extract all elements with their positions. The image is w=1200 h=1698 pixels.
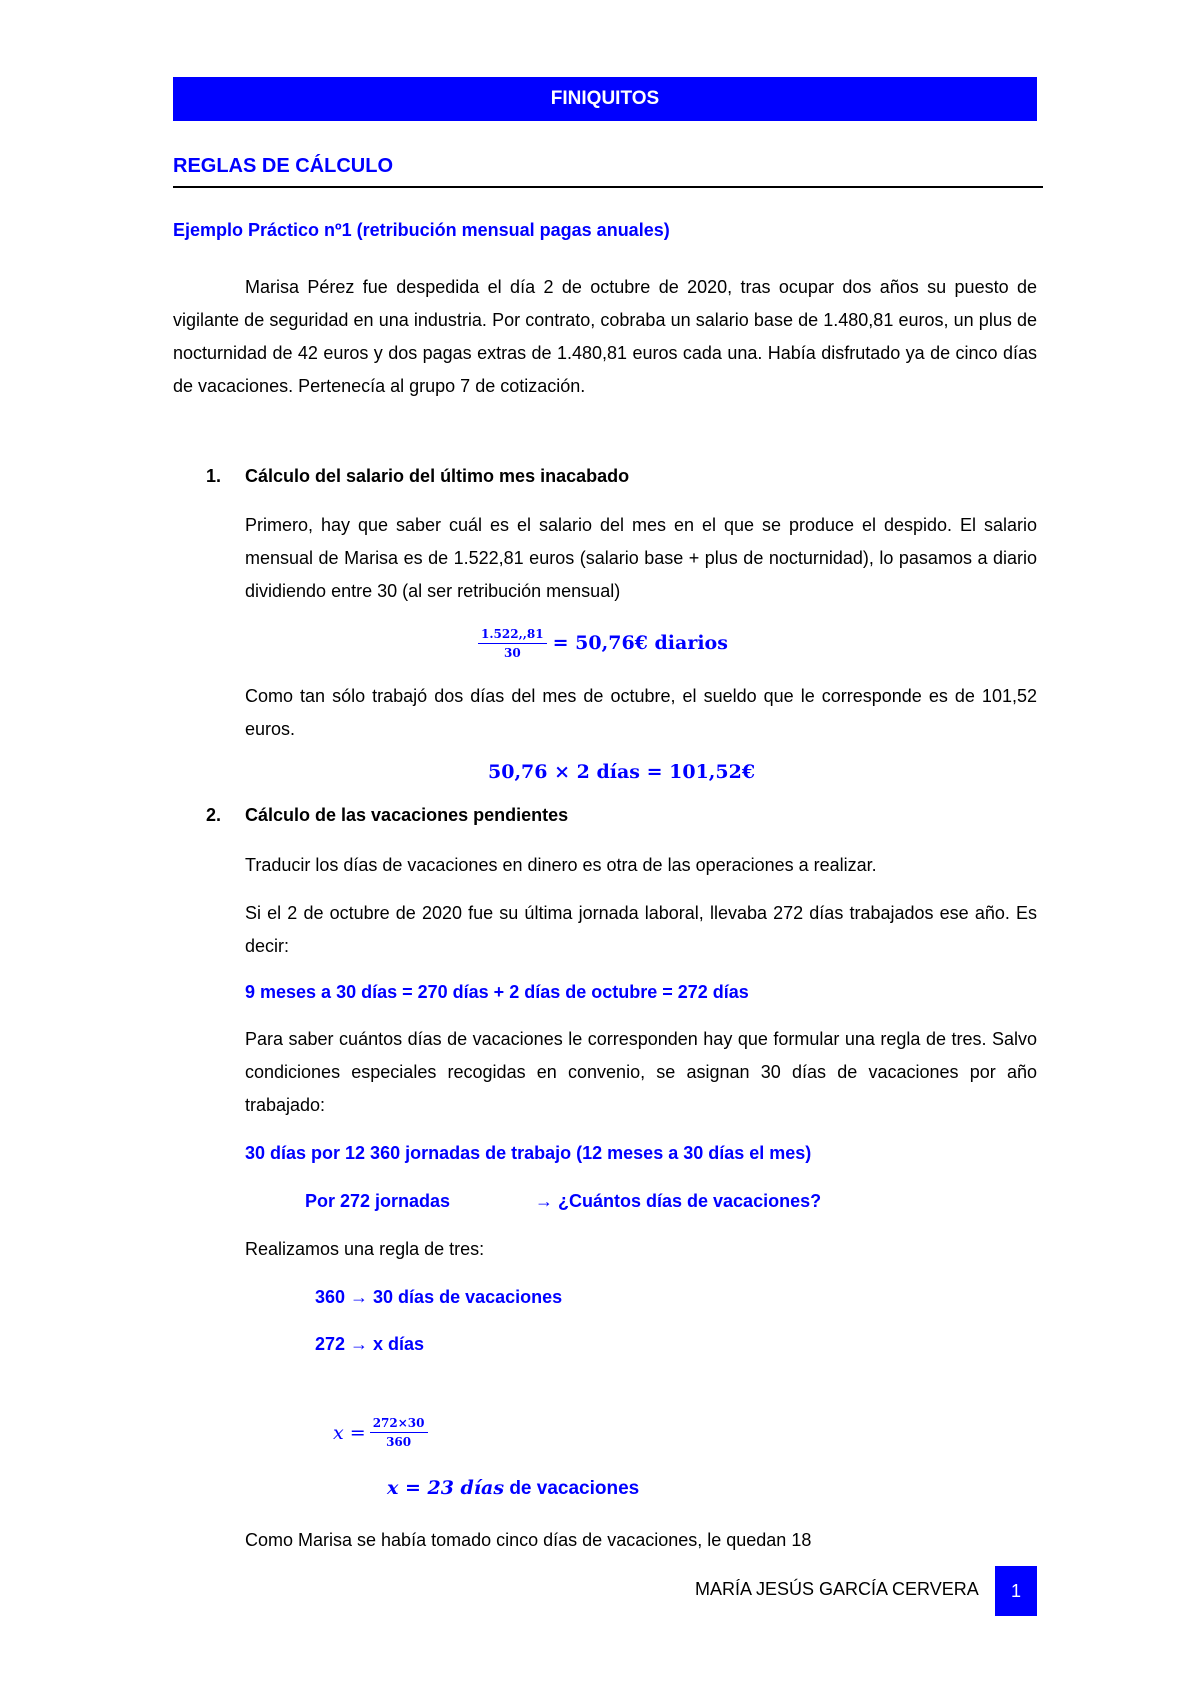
step2-heading: Cálculo de las vacaciones pendientes: [245, 805, 569, 825]
footer-author: MARÍA JESÚS GARCÍA CERVERA: [695, 1579, 979, 1599]
intro-paragraph: Marisa Pérez fue despedida el día 2 de octubre de 2020, tras ocupar dos años su puesto de vigilante de seguridad en una industria. Por contrato, cobraba un salario base de 1.480,81 euros, un plus de nocturnidad de 42 euros y dos pagas extras de 1.480,81 euros cada una. Había disfrutado ya de cinco días de vacaciones. Pertenecía al grupo 7 de cotización.: [173, 277, 1037, 396]
step1-paragraph-1: Primero, hay que saber cuál es el salario del mes en el que se produce el despido. El salario mensual de Marisa es de 1.522,81 euros (salario base + plus de nocturnidad), lo pasamos a diario dividiendo entre 30 (al ser retribución mensual): [245, 515, 1037, 601]
daily-salary-result: = 50,76€ diarios: [552, 632, 728, 654]
step2-paragraph-3: Para saber cuántos días de vacaciones le corresponden hay que formular una regla de tres. Salvo condiciones especiales recogidas en convenio, se asignan 30 días de vacaciones por año trabajado:: [245, 1029, 1037, 1115]
example-title: Ejemplo Práctico nº1 (retribución mensual pagas anuales): [173, 220, 670, 240]
x-fraction-denominator: 360: [386, 1435, 412, 1449]
x-result-math: x = 23 días: [387, 1477, 505, 1499]
step1-number: 1.: [206, 466, 222, 486]
step2-number: 2.: [206, 805, 222, 825]
days-worked-equation: 9 meses a 30 días = 270 días + 2 días de octubre = 272 días: [245, 982, 749, 1002]
step2-paragraph-1: Traducir los días de vacaciones en dinero es otra de las operaciones a realizar.: [245, 855, 877, 875]
step2-paragraph-4: Realizamos una regla de tres:: [245, 1239, 485, 1259]
section-divider: [173, 186, 1043, 188]
step2-paragraph-5: Como Marisa se había tomado cinco días de vacaciones, le quedan 18: [245, 1530, 812, 1550]
rule-line-2-left: Por 272 jornadas: [305, 1191, 451, 1211]
x-label: x =: [333, 1421, 366, 1444]
x-result-text: de vacaciones: [504, 1478, 640, 1499]
rule-line-2-right: → ¿Cuántos días de vacaciones?: [535, 1191, 822, 1211]
daily-salary-fraction: [478, 627, 547, 660]
step1-heading: Cálculo del salario del último mes inacabado: [245, 466, 630, 486]
x-fraction: [370, 1416, 428, 1449]
section-title: REGLAS DE CÁLCULO: [173, 155, 393, 177]
fraction-numerator: 1.522,,81: [478, 627, 547, 644]
daily-salary-formula: [478, 621, 738, 665]
rule-of-three-row-2: 272 → x días: [315, 1334, 425, 1354]
title-banner: FINIQUITOS: [173, 77, 1037, 121]
rule-line-1: 30 días por 12 360 jornadas de trabajo (12 meses a 30 días el mes): [245, 1143, 812, 1163]
x-result: [387, 1477, 639, 1500]
rule-of-three-row-1: 360 → 30 días de vacaciones: [315, 1287, 563, 1307]
step2-paragraph-2: Si el 2 de octubre de 2020 fue su última jornada laboral, llevaba 272 días trabajados ese año. Es decir:: [245, 903, 1037, 956]
step1-paragraph-2: Como tan sólo trabajó dos días del mes de octubre, el sueldo que le corresponde es de 101,52 euros.: [245, 686, 1037, 739]
fraction-denominator: 30: [503, 645, 521, 660]
page-number: 1: [995, 1566, 1037, 1616]
x-fraction-numerator: 272×30: [370, 1416, 428, 1433]
two-days-formula: 50,76 × 2 días = 101,52€: [488, 761, 756, 783]
x-formula: [333, 1416, 428, 1449]
